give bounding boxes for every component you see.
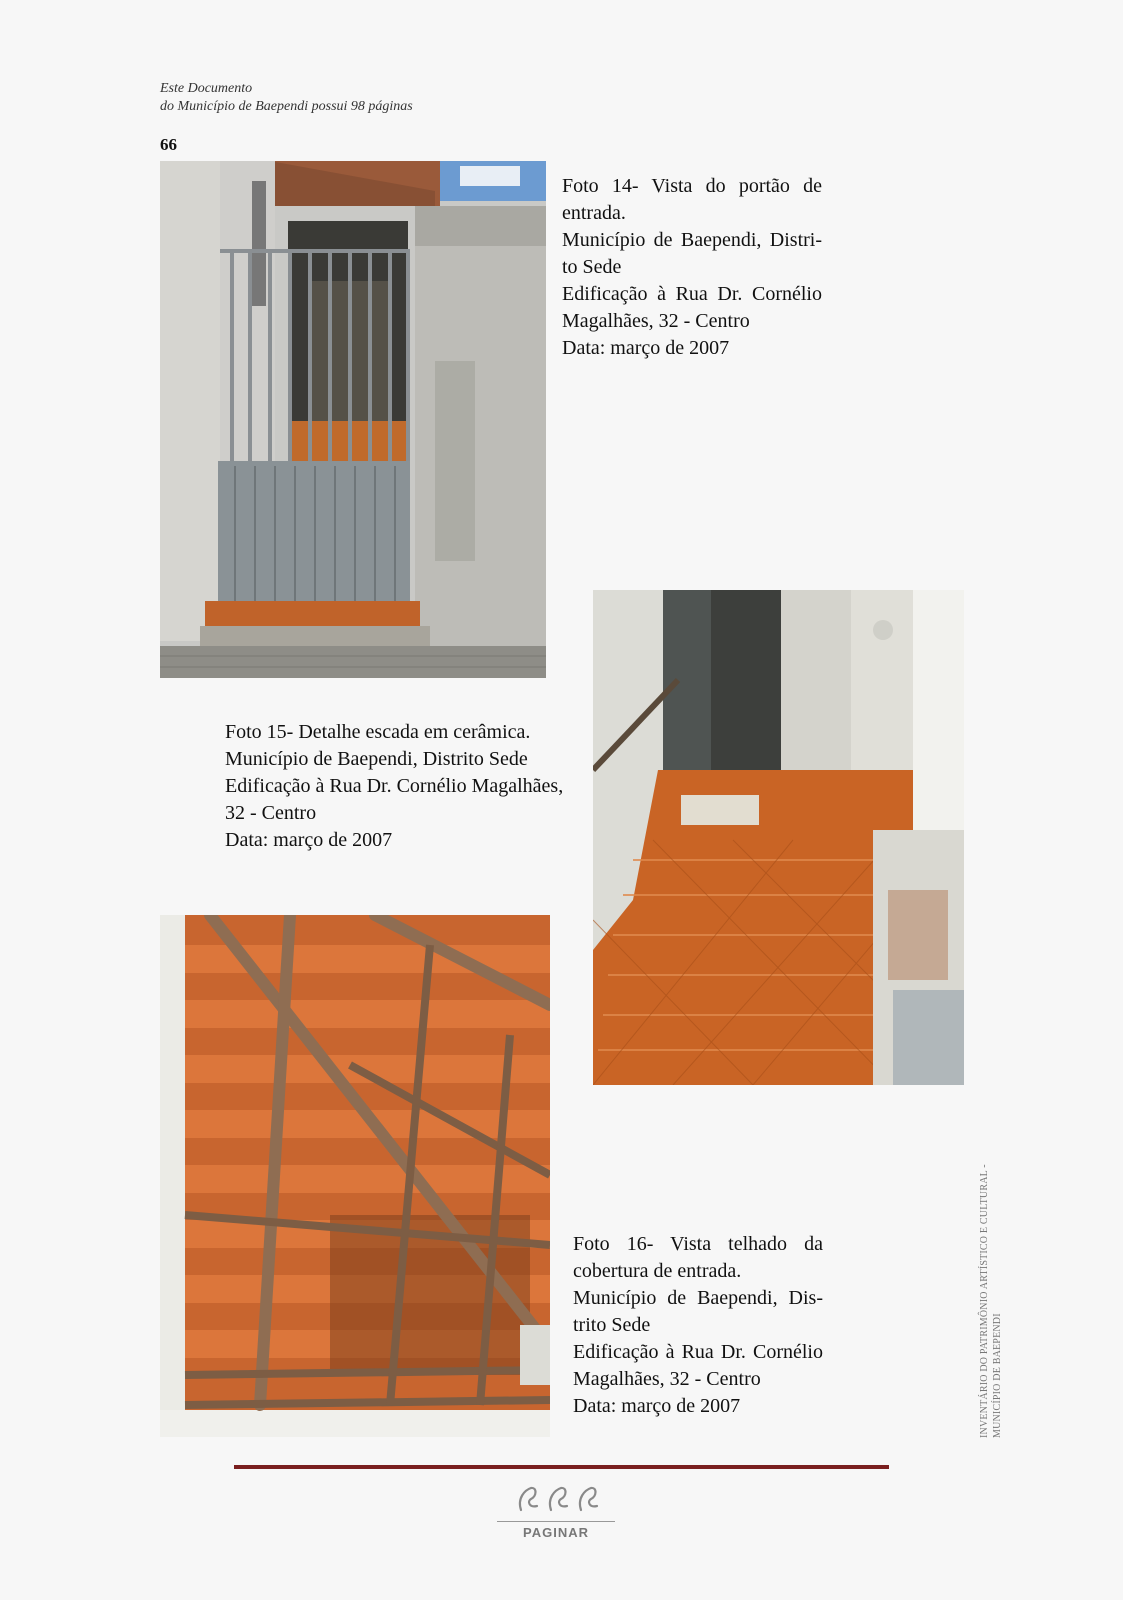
caption-line: Município de Baependi, Distrito Sede xyxy=(225,748,528,770)
caption-line: Edificação à Rua Dr. Cornélio xyxy=(562,283,822,305)
inventory-side-label-line1: INVENTÁRIO DO PATRIMÔNIO ARTÍSTICO E CULTURAL - xyxy=(979,1164,990,1438)
page-number: 66 xyxy=(160,135,177,154)
paginar-logo-icon xyxy=(515,1484,611,1514)
caption-foto-14 xyxy=(562,173,822,362)
caption-line: Magalhães, 32 - Centro xyxy=(573,1368,761,1390)
caption-line: Data: março de 2007 xyxy=(573,1395,741,1417)
photo-16-roof xyxy=(160,915,550,1437)
caption-line: Foto 16- Vista telhado da xyxy=(573,1233,823,1255)
footer-rule xyxy=(234,1465,889,1469)
paginar-logo-text: PAGINAR xyxy=(523,1525,589,1540)
caption-line: Magalhães, 32 - Centro xyxy=(562,310,750,332)
caption-line: Foto 15- Detalhe escada em cerâmica. xyxy=(225,721,531,743)
logo-divider xyxy=(497,1521,615,1522)
caption-line: to Sede xyxy=(562,256,622,278)
caption-line: Edificação à Rua Dr. Cornélio Magalhães, xyxy=(225,775,564,797)
caption-line: Foto 14- Vista do portão de xyxy=(562,175,822,197)
photo-14-gate xyxy=(160,161,546,678)
photo-15-ceramic-stairs xyxy=(593,590,964,1085)
caption-foto-15 xyxy=(225,719,570,854)
caption-line: Data: março de 2007 xyxy=(562,337,730,359)
caption-line: entrada. xyxy=(562,202,626,224)
caption-foto-16 xyxy=(573,1231,823,1420)
caption-line: Edificação à Rua Dr. Cornélio xyxy=(573,1341,823,1363)
inventory-side-label xyxy=(978,1164,1004,1438)
caption-line: Município de Baependi, Distri- xyxy=(562,229,822,251)
caption-line: cobertura de entrada. xyxy=(573,1260,742,1282)
caption-line: Data: março de 2007 xyxy=(225,829,393,851)
caption-line: Município de Baependi, Dis- xyxy=(573,1287,823,1309)
document-note-line1: Este Documento xyxy=(160,81,253,96)
document-note xyxy=(160,80,413,116)
inventory-side-label-line2: MUNICÍPIO DE BAEPENDI xyxy=(992,1313,1003,1438)
caption-line: 32 - Centro xyxy=(225,802,317,824)
document-note-line2: do Município de Baependi possui 98 páginas xyxy=(160,99,413,114)
caption-line: trito Sede xyxy=(573,1314,651,1336)
